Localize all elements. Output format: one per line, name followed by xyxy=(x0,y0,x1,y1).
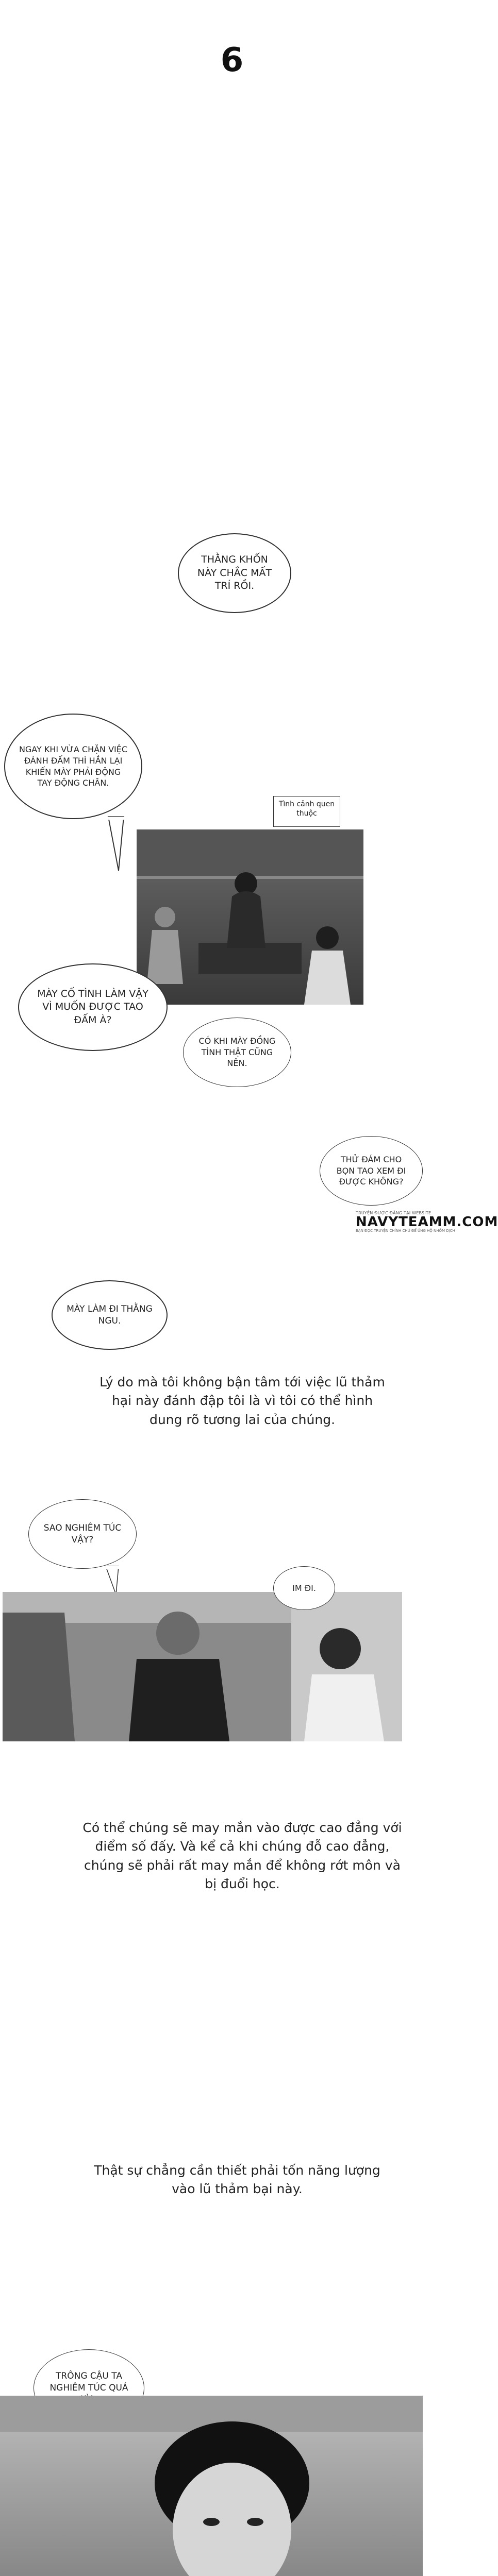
speech-bubble-2: NGAY KHI VỪA CHẶN VIỆC ĐÁNH ĐẤM THÌ HẮN LẠI KHIẾN MÀY PHẢI ĐỘNG TAY ĐỘNG CHÂN. xyxy=(4,714,142,819)
narration-caption-3: Thật sự chẳng cần thiết phải tốn năng lượng vào lũ thảm bại này. xyxy=(94,2163,380,2197)
panel-classroom-1 xyxy=(137,829,363,1005)
caption-box-familiar: Tình cảnh quen thuộc xyxy=(273,796,340,827)
narration-caption-1: Lý do mà tôi không bận tâm tới việc lũ thảm hại này đánh đập tôi là vì tôi có thể hình dung rõ tương lai của chúng. xyxy=(99,1375,385,1427)
watermark-1 xyxy=(356,1211,498,1236)
speech-bubble-1: THẰNG KHỐN NÀY CHẮC MẤT TRÍ RỒI. xyxy=(178,533,291,613)
watermark-1-bottom: BẠN ĐỌC TRUYỆN CHÍNH CHỦ ĐỂ ỦNG HỘ NHÓM DỊCH xyxy=(356,1229,455,1233)
watermark-1-main: NAVYTEAMM.COM xyxy=(356,1214,498,1230)
panel-classroom-1-art xyxy=(137,829,363,1005)
watermark-1-top: TRUYỆN ĐƯỢC ĐĂNG TẠI WEBSITE xyxy=(356,1211,431,1215)
chapter-number: 6 xyxy=(220,41,244,79)
speech-bubble-4: CÓ KHI MÀY ĐỒNG TÌNH THẬT CŨNG NÊN. xyxy=(183,1018,291,1087)
speech-bubble-5: THỬ ĐÁM CHO BỌN TAO XEM ĐI ĐƯỢC KHÔNG? xyxy=(320,1136,423,1206)
bubble-tail xyxy=(103,817,134,873)
panel-hallway xyxy=(3,1592,402,1741)
panel-closeup xyxy=(0,2396,423,2576)
speech-bubble-8: IM ĐI. xyxy=(273,1566,335,1610)
narration-caption-2: Có thể chúng sẽ may mắn vào được cao đẳng với điểm số đấy. Và kể cả khi chúng đỗ cao đẳng, chúng sẽ phải rất may mắn để không rớt môn và bị đuổi học. xyxy=(82,1820,402,1891)
speech-bubble-7: SAO NGHIÊM TÚC VẬY? xyxy=(28,1499,137,1569)
panel-closeup-art xyxy=(0,2396,423,2576)
speech-bubble-3: MÀY CỐ TÌNH LÀM VẬY VÌ MUỐN ĐƯỢC TAO ĐẤM À? xyxy=(18,963,168,1051)
speech-bubble-6: MÀY LÀM ĐI THẰNG NGU. xyxy=(52,1280,168,1350)
panel-hallway-art xyxy=(3,1592,402,1741)
speech-bubble-9: TRÔNG CẬU TA NGHIÊM TÚC QUÁ xyxy=(34,2349,144,2427)
